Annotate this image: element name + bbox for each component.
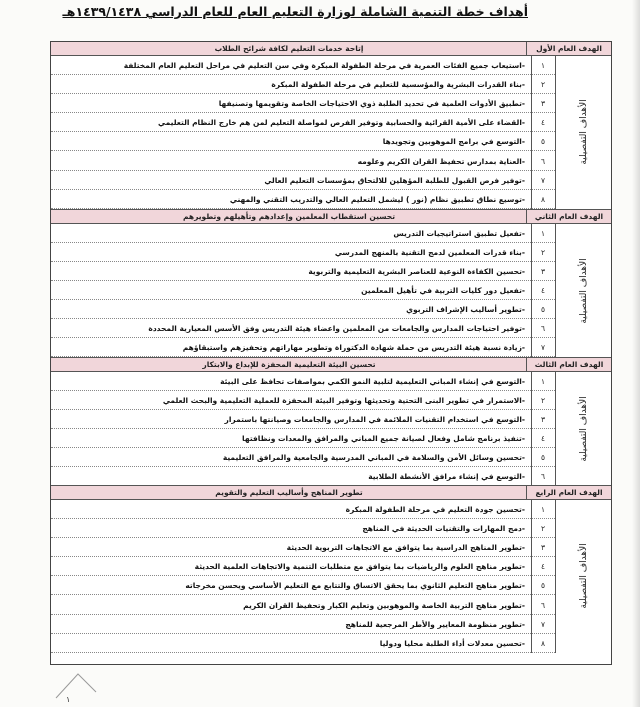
goal-title: إتاحة خدمات التعليم لكافة شرائح الطلاب [214, 44, 364, 53]
objective-row [51, 224, 555, 243]
side-label-text: الأهداف التفصيلية [578, 396, 589, 462]
objective-row [51, 319, 555, 338]
side-label-text: الأهداف التفصيلية [578, 257, 589, 324]
objective-text: -التوسع في برامج الموهوبين وتجويدها [382, 137, 525, 147]
objective-text: -القضاء على الأمية القرائية والحسابية وتوفير الفرص لمواصلة التعليم لمن هم خارج النظام التعليمي [158, 118, 525, 128]
objective-row [51, 634, 555, 653]
goal-label: الهدف العام الثالث [526, 358, 611, 371]
objective-number: ٣ [540, 266, 546, 276]
goals-table [50, 41, 612, 665]
objective-row [51, 429, 555, 448]
page-title: أهداف خطة التنمية الشاملة لوزارة التعليم العام للعام الدراسي ١٤٣٩/١٤٣٨هـ [62, 4, 528, 19]
objective-number: ٣ [540, 99, 546, 109]
objective-number: ٦ [540, 324, 546, 334]
objective-number: ١ [540, 61, 546, 70]
side-label-text: الأهداف التفصيلية [578, 543, 589, 610]
goal-section [51, 485, 611, 653]
objective-number: ٤ [540, 562, 546, 572]
objective-number: ٧ [540, 343, 546, 353]
goal-section [51, 357, 611, 487]
goal-title: تحسين البيئة التعليمية المحفزة للإبداع والابتكار [202, 359, 376, 369]
objective-number: ٨ [540, 638, 546, 648]
objective-text: -تطوير المناهج الدراسية بما يتوافق مع الاتجاهات التربوية الحديثة [286, 543, 525, 553]
objective-text: -تطوير مناهج التربية الخاصة والموهوبين وتعليم الكبار وتحفيظ القران الكريم [243, 600, 525, 610]
objective-text: -تحسين جودة التعليم في مرحلة الطفولة المبكرة [345, 505, 525, 515]
objective-row [51, 75, 555, 94]
objective-text: -تحسين وسائل الأمن والسلامة في المباني المدرسية والجامعية والمرافق التعليمية [222, 452, 525, 462]
objective-text: -تطوير مناهج العلوم والرياضيات بما يتوافق مع متطلبات التنمية والاتجاهات العلمية الحديثة [194, 562, 525, 572]
goal-header [51, 42, 611, 56]
goal-label: الهدف العام الثاني [526, 210, 611, 223]
objective-text: -توفير احتياجات المدارس والجامعات من المعلمين واعضاء هيئة التدريس وفق الأسس المعيارية المحددة [148, 324, 525, 334]
objective-row [51, 576, 555, 595]
objective-row [51, 410, 555, 429]
objective-number: ٧ [540, 619, 546, 629]
objective-text: -توفير فرص القبول للطلبة المؤهلين للالتحاق بمؤسسات التعليم العالي [264, 175, 525, 185]
objective-row [51, 190, 555, 209]
objective-number: ١ [540, 228, 546, 238]
detailed-objectives-label [555, 500, 611, 653]
objective-text: -دمج المهارات والتقنيات الحديثة في المناهج [362, 524, 525, 534]
objective-text: -الاستمرار في تطوير البنى التحتية وتحديثها وتوفير البيئة المحفزة للعملية التعليمية والبحث العلمي [162, 395, 525, 405]
objective-number: ٥ [540, 452, 546, 462]
side-label-text: الأهداف التفصيلية [578, 99, 589, 166]
objective-text: -تطوير مناهج التعليم الثانوي بما يحقق الاتساق والتتابع مع التعليم الأساسي ويحسن مخرجاته [185, 581, 525, 591]
goal-label: الهدف العام الأول [526, 42, 611, 55]
objective-number: ٦ [540, 472, 546, 481]
objective-number: ٣ [540, 543, 546, 553]
objective-row [51, 596, 555, 615]
objective-row [51, 538, 555, 557]
objective-row [51, 171, 555, 190]
objective-number: ٥ [540, 305, 546, 315]
objective-number: ٤ [540, 433, 546, 443]
objective-row [51, 467, 555, 486]
objective-text: -زيادة نسبة هيئة التدريس من حملة شهادة الدكتوراة وتطوير مهاراتهم وتحفيزهم واستبقاؤهم [182, 343, 525, 353]
objective-row [51, 56, 555, 75]
objective-row [51, 448, 555, 467]
objective-row [51, 338, 555, 357]
objective-text: -بناء القدرات البشرية والمؤسسية للتعليم في مرحلة الطفولة المبكرة [271, 80, 525, 90]
objective-number: ٨ [540, 194, 546, 204]
objective-number: ٦ [540, 156, 546, 166]
objective-number: ٢ [540, 395, 546, 405]
page-corner-icon [52, 672, 100, 702]
objective-text: -التوسع في إنشاء مرافق الأنشطة الطلابية [368, 472, 525, 481]
objective-row [51, 391, 555, 410]
objective-number: ١ [540, 376, 546, 386]
goal-title: تحسين استقطاب المعلمين وإعدادهم وتأهيلهم وتطويرهم [182, 211, 396, 221]
objective-number: ٢ [540, 80, 546, 90]
objective-number: ٣ [540, 414, 546, 424]
objective-number: ٤ [540, 286, 546, 296]
page-number: ١ [66, 695, 71, 704]
objective-text: -تطوير أساليب الإشراف التربوي [406, 305, 525, 315]
objective-row [51, 519, 555, 538]
detailed-objectives-label [555, 224, 611, 358]
goal-section [51, 42, 611, 209]
objective-number: ٥ [540, 137, 546, 147]
objective-text: -تنفيذ برنامج شامل وفعال لصيانة جميع المباني والمرافق والمعدات ونظافتها [242, 433, 525, 443]
objective-row [51, 243, 555, 262]
page-shadow [632, 0, 640, 707]
goal-title: تطوير المناهج وأساليب التعليم والتقويم [215, 488, 363, 498]
objective-text: -تحسين معدلات أداء الطلبة محليا ودوليا [379, 638, 525, 648]
objective-text: -تطبيق الأدوات العلمية في تحديد الطلبة ذوي الاحتياجات الخاصة وتقويمها وتصنيفها [218, 99, 525, 109]
objective-text: -التوسع في إنشاء المباني التعليمية لتلبية النمو الكمي بمواصفات تحافظ على البيئة [220, 376, 525, 386]
objective-text: -تحسين الكفاءة النوعية للعناصر البشرية التعليمية والتربوية [308, 266, 525, 276]
objective-row [51, 113, 555, 132]
objective-text: -استيعاب جميع الفئات العمرية في مرحلة الطفولة المبكرة وفي سن التعليم في مراحل التعليم العام المختلفة [123, 61, 525, 70]
objective-text: -توسيع نطاق تطبيق نظام (نور ) ليشمل التعليم العالي والتدريب التقني والمهني [229, 194, 525, 204]
objective-text: -تفعيل تطبيق استراتيجيات التدريس [393, 228, 525, 238]
objective-row [51, 300, 555, 319]
objective-row [51, 132, 555, 151]
objective-row [51, 152, 555, 171]
objective-row [51, 372, 555, 391]
objective-number: ٥ [540, 581, 546, 591]
objective-row [51, 94, 555, 113]
objective-text: -تفعيل دور كليات التربية في تأهيل المعلمين [361, 286, 525, 296]
objective-text: -العناية بمدارس تحفيظ القران الكريم وعلومه [357, 156, 525, 166]
detailed-objectives-label [555, 372, 611, 487]
objective-number: ٢ [540, 524, 546, 534]
goal-label: الهدف العام الرابع [526, 486, 611, 499]
objective-number: ٧ [540, 175, 546, 185]
objective-row [51, 615, 555, 634]
objective-row [51, 557, 555, 576]
objective-row [51, 500, 555, 519]
objective-row [51, 262, 555, 281]
goal-section [51, 209, 611, 358]
objective-text: -تطوير منظومة المعايير والأطر المرجعية للمناهج [345, 619, 525, 629]
objective-text: -بناء قدرات المعلمين لدمج التقنية بالمنهج المدرسي [334, 247, 525, 257]
objective-number: ٢ [540, 247, 546, 257]
objective-number: ٤ [540, 118, 546, 128]
objective-number: ٦ [540, 600, 546, 610]
goal-header [51, 358, 611, 372]
goal-header [51, 210, 611, 224]
objective-text: -التوسع في استخدام التقنيات الملائمة في المدارس والجامعات وصيانتها باستمرار [224, 414, 525, 424]
detailed-objectives-label [555, 56, 611, 209]
objective-row [51, 281, 555, 300]
objective-number: ١ [540, 505, 546, 515]
goal-header [51, 486, 611, 500]
